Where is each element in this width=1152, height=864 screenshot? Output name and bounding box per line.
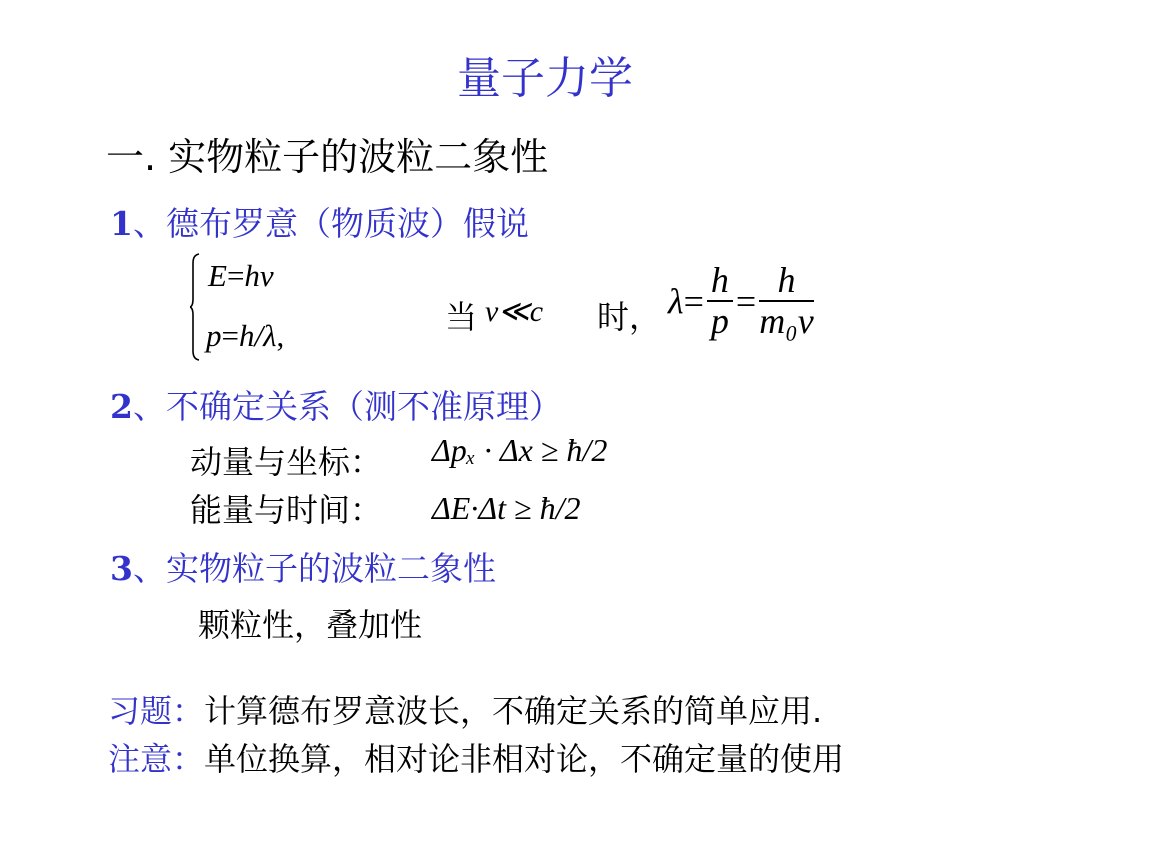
equals-sign: =	[735, 281, 757, 322]
condition-when: 当	[445, 298, 478, 336]
comma: ,	[276, 318, 285, 353]
momentum-position-uncertainty-formula: Δpₓ · Δx ≥ ħ/2	[432, 432, 608, 468]
energy-time-label: 能量与时间：	[190, 491, 383, 529]
subheading-2-text: 、不确定关系（测不准原理）	[132, 387, 562, 426]
symbol-lambda: λ	[668, 281, 684, 322]
subheading-1	[110, 198, 529, 245]
condition-v-much-less-c: v≪c	[485, 295, 544, 328]
left-brace	[190, 253, 200, 361]
fraction-h-over-m0v	[759, 262, 814, 341]
subheading-1-text: 、德布罗意（物质波）假说	[132, 204, 529, 243]
symbol-h-over-lambda: h/λ	[238, 318, 277, 353]
note-text: 单位换算，相对论非相对论，不确定量的使用	[204, 740, 845, 778]
subheading-3-number: 3	[110, 549, 133, 588]
exercise-line	[108, 686, 822, 732]
equals-sign: =	[221, 318, 239, 353]
de-broglie-wavelength-formula	[668, 262, 817, 341]
symbol-p: p	[206, 318, 222, 353]
subheading-3-text: 、实物粒子的波粒二象性	[132, 549, 496, 588]
subheading-1-number: 1	[110, 204, 133, 243]
momentum-position-label: 动量与坐标：	[190, 443, 383, 481]
equals-sign: =	[683, 281, 704, 322]
exercise-key: 习题：	[108, 692, 205, 730]
numerator-h: h	[759, 262, 814, 302]
duality-properties: 颗粒性，叠加性	[198, 606, 423, 644]
page-title: 量子力学	[457, 53, 633, 104]
energy-equation	[208, 258, 274, 294]
subheading-2	[110, 381, 562, 428]
exercise-text: 计算德布罗意波长，不确定关系的简单应用.	[204, 692, 823, 730]
subheading-2-number: 2	[110, 387, 133, 426]
energy-time-uncertainty-formula: ΔE·Δt ≥ ħ/2	[432, 490, 581, 526]
subheading-3	[110, 543, 496, 590]
symbol-h-nu: hν	[244, 258, 274, 293]
denominator-p: p	[710, 300, 729, 341]
momentum-equation	[206, 318, 284, 354]
section-heading: 一. 实物粒子的波粒二象性	[106, 135, 549, 179]
numerator-h: h	[707, 262, 733, 302]
note-line	[108, 734, 844, 780]
equals-sign: =	[226, 258, 245, 293]
denominator-m0v: m₀v	[759, 300, 814, 341]
fraction-h-over-p	[707, 262, 733, 341]
note-key: 注意：	[108, 740, 205, 778]
symbol-E: E	[208, 258, 227, 293]
condition-then: 时，	[597, 298, 662, 336]
